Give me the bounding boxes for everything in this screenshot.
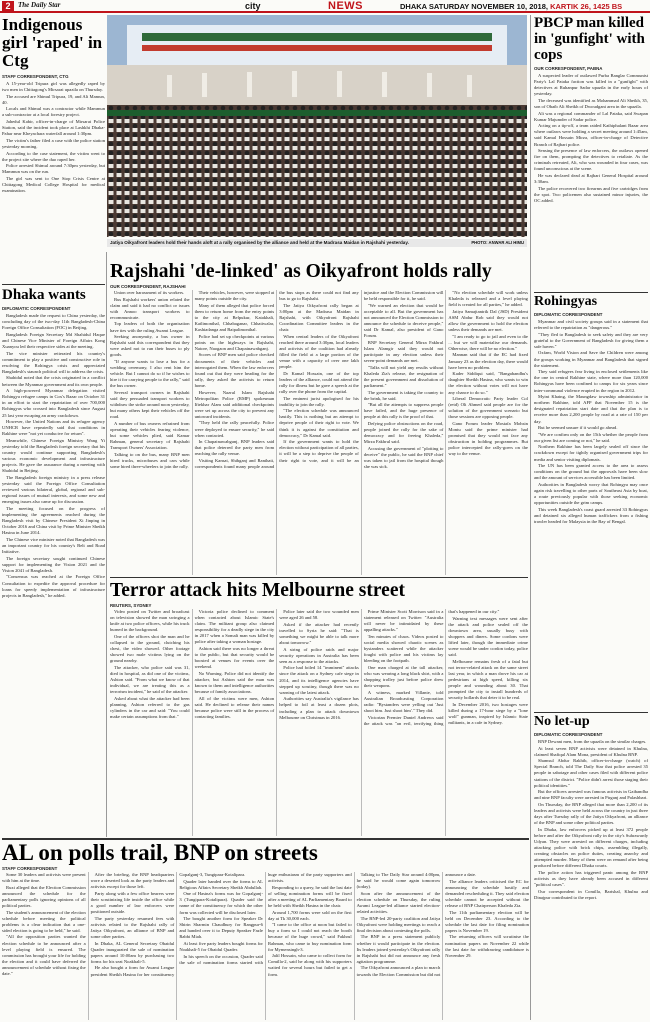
paragraph: The victim's father filed a case with the police station yesterday morning. xyxy=(2,137,105,149)
paragraph: Jalil Hossain, who came to collect form for Comilla-2, said he along with his supporters waited for several hours but failed to get a form. xyxy=(267,953,352,977)
paragraph: Locals and Shimul was a contractor while Mammun a sub-contractor at a local forestry project. xyxy=(2,106,105,118)
paragraph: "But all the attempts to suppress people have failed, and the huge presence of people at this rally is the proof of that. xyxy=(363,402,444,420)
dateline xyxy=(400,2,622,11)
paragraph: The police recovered two firearms and five cartridges from the spot. Two policemen also sustained minor injuries, the OC added. xyxy=(534,185,648,203)
paragraph: "If anyone wants to lose a bus for a wedding ceremony, I also rent him the vehicle. But I cannot do so if he wishes to hire it for carrying people to the rally," said the bus owner. xyxy=(110,359,190,389)
paragraph: The police action has triggered panic among the BNP activists as they have already been accused in different "political cases". xyxy=(534,869,648,888)
article-body xyxy=(534,739,648,1022)
paragraph: Bus Rajshahi workers' union related the claim and said it had no conflict or issues with Annoo transport workers to recommunicate. xyxy=(110,296,190,320)
byline-rajshahi: OUR CORRESPONDENT, RAJSHAHI xyxy=(110,284,186,289)
page-header-bar xyxy=(0,0,650,13)
paragraph: The eminent jurist apologised for his inability to join the rally. xyxy=(279,395,359,407)
paragraph: BNP Dewani men, from the upazila on the similar charges. xyxy=(538,739,647,744)
paragraph: A 15-year-old Tripura girl was allegedly raped by two men in Chittagong's Mirsarai upazila on Thursday. xyxy=(2,81,105,93)
paragraph: "All the opposition parties wanted the election schedule to be announced after a level playing field is ensured. The commission has brought your life for holding the election and it could have deferred the announcement of schedule without fixing the date." xyxy=(2,934,86,976)
paragraph: Victoria police declined to comment when contacted about Islamic State's claim. The militant group also claimed responsibility for a deadly siege in the city in 2017 when a Somali man was killed by police after taking a woman hostage. xyxy=(194,609,275,645)
paragraph: After the briefing, the BNP headquarters wore a deserted look as the party leaders and activists except for those left. xyxy=(90,872,175,890)
paragraph: Around 1,700 forms were sold on the first day at Tk 30,000 each. xyxy=(267,909,352,921)
paragraph: Ali was a regional commander of Lal Pataka, said Swapan Kumar Majumder of Sadar police. xyxy=(534,110,648,122)
paragraph: Myint Khaing, the Maungdaw township administrator in northern Rakhine, told AFP that November 15 is the designated repatriation start date and that the plan is to receive more than 2,200 people by road at a rate of 150 per day. xyxy=(534,394,648,424)
paragraph: When central leaders of the Oikyafront reached there around 3:30pm, local leaders and activists of the coalition had already filled the field at a large portion of the venue with a capacity of over one lakh people. xyxy=(279,333,359,370)
paragraph: If the government wants to hold the election without participation of all parties, it will be a step to deprive the people of their right to vote, and it will be an injustice and the Election Commission will be held responsible for it, he said. xyxy=(279,290,444,463)
paragraph: Talking to on the bus, many BNP men hired trucks, microbuses and cars while some hired three-wheelers to join the rally. xyxy=(110,451,190,470)
paragraph: Responding to a query, he said the last date of selling nomination forms will be fixed after a meeting of AL Parliamentary Board to be held with Sheikh Hasina in the chair. xyxy=(267,884,352,908)
paragraph: The Jatiya Oikyafront rally began at 3:00pm at the Madrasa Maidan in Rajshahi, with Oikyafront Rajshahi Coordination Committee leaders in the chair. xyxy=(279,302,359,333)
article-body xyxy=(534,319,648,711)
paragraph: Talking to The Daily Star around 4:00pm, he said he would come again tomorrow (today). xyxy=(356,872,441,890)
headline-polls: AL on polls trail, BNP on streets xyxy=(2,840,318,865)
paragraph: Visiting Kansat, Shibganj and Ranihati, correspondents found many people around the bus stops as there could not find any bus to go to Rajshahi. xyxy=(194,290,359,470)
article-body-rajshahi xyxy=(110,290,528,575)
page-number: 2 xyxy=(2,1,14,12)
paragraph: Party along with a few office bearers were their scrutinizing life inside the office while a good number of law enforcers were positioned outside. xyxy=(90,890,175,915)
paragraph: At least five party leaders bought forms for Noakhali-5 for Obaidul Quader. xyxy=(179,941,263,953)
paragraph: Bangladesh made the request to China yesterday, the concluding day of the two-day 11th Bangladesh-China Foreign Office Consultation (FOC) in Beijing. xyxy=(2,313,105,331)
paragraph: Bangladesh Foreign Secretary Md Shahidul Haque and Chinese Vice Minister of Foreign Affairs Kong Xuanyou led their respective sides at the meeting. xyxy=(2,331,105,349)
paragraph: Acting on a tip-off, a team raided Kathiphalant Bazar area where outlaws were holding a secret meeting around 1:45am, said Kamal Hossain Mirza, officer-in-charge of Detective Branch of Rajbari police. xyxy=(534,123,648,147)
paragraph: Their vehicles, however, were stopped at many points outside the city. xyxy=(194,290,275,302)
paragraph: A high-powered Myanmar delegation visited Rohingya refugee camps in Cox's Bazar on October 31 in an effort to start the repatriation of over 700,000 Rohingyas who crossed into Bangladesh since August 25 last year escaping an army crackdown. xyxy=(2,388,105,418)
photo-credit: PHOTO: ANWAR ALI HIMU xyxy=(471,240,524,245)
paragraph: Our correspondent in Comilla, Barishal, Khulna and Dinajpur contributed to the report. xyxy=(534,888,648,900)
byline: DIPLOMATIC CORRESPONDENT xyxy=(2,306,71,311)
article-no-let-up xyxy=(534,714,648,1022)
paragraph: Police had set up checkpoints at various points on the highways in Rajshahi, Natore, Naogaon and Chapainawabganj. xyxy=(194,333,275,351)
paragraph: Myanmar and civil society groups said in a statement that referred to the repatriation as "dangerous." xyxy=(534,319,648,331)
paragraph: The vice minister reiterated his country's commitment to play a positive and constructive role in resolving the Rohingya crisis and appreciated Bangladesh's staunch political will to address the crisis. xyxy=(2,350,105,374)
paragraph: "They fled to Bangladesh to seek safety and they are very grateful to the Government of Bangladesh for giving them a safe haven." xyxy=(534,331,648,349)
article-rohingyas xyxy=(534,294,648,711)
paragraph: Police had foiled 14 "imminent" attacks since the attack on a Sydney cafe siege in 2014, and its intelligence agencies have stepped up scrutiny, though there was no warning of the latest attack. xyxy=(279,665,359,695)
paragraph: The Chinese vice minister noted that Bangladesh was an important country for his country's Belt and Road Initiative. xyxy=(2,536,105,555)
paragraph: Kader Siddiqui said, "Bangabandhu's daughter Sheikh Hasina, who wants to win the election without votes will not have any chance to do so." xyxy=(448,371,528,395)
paragraph: The alliance leaders criticised the EC for announcing the schedule hastily and demanded rescheduling it. They said election schedule cannot be accepted without the release of BNP Chairperson Khaleda Zia. xyxy=(445,878,529,908)
paragraph: Some 30 leaders and activists were present with him at the time. xyxy=(2,872,86,884)
paragraph: But the officers arrested was famous activists in Gaibandha and nine BNP faculty were arrested in Pirganj and Palashbari. xyxy=(534,789,648,801)
paragraph: The student's announcement of the election schedule before meeting the political problems is a clear indication that a one-sided election is going to be held," he said. xyxy=(2,909,86,933)
paragraph: Scores of BNP men said police checked documents of their vehicles and interrogated them. When the law enforcers found out that they were heading for the rally, they asked the activists to return home. xyxy=(194,352,275,388)
paragraph: "Talks will not yield any results without Khaleda Zia's release, the resignation of the present government and dissolution of parliament." xyxy=(363,364,444,388)
paragraph: Gano Forum leader Mostafa Mohsin Montu said the prime minister had promised that they would not face any obstruction in holding programmes. But police intercepted the rally-goers on the way to the venue. xyxy=(448,420,528,457)
paragraph: "I am ready to go to jail and even to die ... but we will materialise our demands. Otherwise, there will be no election." xyxy=(448,333,528,351)
paragraph: Prime Minister Scott Morrison said in a statement released on Twitter: "Australia will never be intimidated by these appalling attacks." xyxy=(363,609,444,633)
paragraph: Shahidul noted that the crisis originated in a conflict between the Myanmar government and its own people. xyxy=(2,375,105,387)
byline: DIPLOMATIC CORRESPONDENT xyxy=(534,312,603,317)
article-body-polls xyxy=(2,872,529,1020)
paragraph: The Oikyafront announced a plan to march towards the Election Commission but did not announce a date. xyxy=(356,872,477,977)
headline: Rohingyas xyxy=(534,294,598,309)
paragraph: The 11th parliamentary election will be held on December 23. According to the schedule the last date for filing nomination papers is November 19. xyxy=(445,909,529,933)
section-news-label: NEWS xyxy=(328,0,363,12)
paragraph: Victorian Premier Daniel Andrews said the attack was "an evil, terrifying thing that's happened in our city." xyxy=(363,609,500,726)
headline: No let-up xyxy=(534,714,590,729)
paragraph: The deceased was identified as Mohammad Ali Sheikh, 35, son of Obaib Ali Sheikh of Dwoudgani area in the upazila. xyxy=(534,97,648,109)
divider xyxy=(534,292,648,293)
paragraph: Authorities in Bangladesh worry that Rohingya may once again risk travelling to other parts of Southeast Asia by boat, a route previously popular with those seeking economic opportunities outside the grim camps. xyxy=(534,481,648,506)
rally-photo xyxy=(107,15,527,237)
paragraph: Northern Rakhine has been largely sealed off since the crackdown except for tightly organised government trips for media and senior visiting diplomats. xyxy=(534,444,648,462)
paragraph: The returning officers will scrutinise the nomination papers on November 22 while the last date for withdrawing candidature is November 29. xyxy=(445,934,529,958)
paragraph: The UN has been granted access to the area to assess conditions on the ground but the approvals have been slow and the amount of services accessible has been limited. xyxy=(534,463,648,481)
paragraph: Quader later handed over the forms to AL Religious Affairs Secretary Sheikh Abdullah. xyxy=(179,878,263,890)
headline-rajshahi: Rajshahi 'de-linked' as Oikyafront holds rally xyxy=(110,261,492,282)
paragraph: However, the United Nations and its refugee agency UNHCR have repeatedly said that conditions in Rakhine were "not yet conducive for return". xyxy=(2,419,105,437)
paragraph: Liberal Democratic Party leader Col (retd) Oli Ahmed said people are for the solution of the government scenario but those sessions are opposing people. xyxy=(448,396,528,420)
paragraph: A number of bus owners refrained from operating their vehicles fearing violence, but some vehicles plied, said Kamar Rahman, general secretary of Rajshahi Transport Owners' Association. xyxy=(110,420,190,451)
paragraph: In December 2016, two hostages were killed during a 17-hour siege by a "lone wolf" gunman, inspired by Islamic State militants, in a cafe in Sydney. xyxy=(448,701,528,726)
paragraph: However, Nazrul Islam Rajshahi Metropolitan Police (RMP) spokesman Iftekhar Alam said additional checkpoints were set up across the city to prevent any untoward incidents. xyxy=(194,389,275,419)
paragraph: The BNP in a press statement publicly whether it would participate in the election. Its leaders joined yesterday's Oikyafront rally in Rajshahi but did not announce any fresh agitation programme. xyxy=(356,934,441,964)
byline: STAFF CORRESPONDENT, CTG xyxy=(2,74,69,79)
paragraph: Many of them alleged that police forced them to return home from the entry points to the city at Belpukur, Katakhali, Katlimonthal, Chhabaganar, Chhatiwalar, Kashiadanga and Baipalimonthal. xyxy=(194,302,275,333)
paragraph: On Thursday, the BNP alleged that more than 2,200 of its leaders and activists were held across the country in just three days after Tuesday rally of the Jatiya Oikyafront, an alliance of the BNP and some other political parties. xyxy=(534,801,648,826)
paragraph: The Bangladesh foreign ministry in a press release yesterday said the Foreign Office Consultation reviewed various bilateral, global, regional and sub-regional issues of mutual interests, and some new and emerging issues also came up for discussion. xyxy=(2,474,105,505)
paragraph: According to the case statement, the victim went to the project site where the duo raped her. xyxy=(2,150,105,162)
paragraph: He was declared dead at Rajbari General Hospital around 3:30am. xyxy=(534,173,648,185)
paragraph: The party yesterday resumed fees with activists related to the Rajshahi rally of Jatiya Oikyafront, an alliance of BNP and some other parties. xyxy=(90,915,175,939)
paragraph: The foreign secretary sought continued Chinese support for implementing the Vision 2021 and the Vision 2041 of Bangladesh. xyxy=(2,555,105,573)
paragraph: But he seemed unsure if it would go ahead. xyxy=(538,425,618,431)
paragraph: Authorities say Australia's vigilance has helped to foil at least a dozen plots, including a plan to attack downtown Melbourne on Christmas in 2016. xyxy=(279,696,359,720)
paragraph: Ten minutes of chaos. Videos posted to social media showed chaotic scenes as bystanders scattered while the attacker fought with police and his victims lay bleeding on the footpath. xyxy=(363,633,444,664)
column-rule xyxy=(530,15,531,1020)
caption-text: Jatiya Oikyafront leaders hold their hands aloft at a rally organised by the alliance and held at the Madrasa Maidan in Rajshahi yesterday. xyxy=(110,240,409,245)
paragraph: Sensing the presence of law enforcers, the outlaws opened fire on them, prompting the detectives to retaliate. As the criminals retreated, Ali, who was wounded in four cases, was found unconscious at the scene. xyxy=(534,148,648,172)
date-bangla: KARTIK 26, 1425 BS xyxy=(550,2,623,11)
paragraph: Oxfam, World Vision and Save the Children were among the groups working in Myanmar and Bangladesh that signed the statement. xyxy=(534,350,648,368)
paragraph: The government is taking the country to the brink, he said. xyxy=(363,389,444,401)
headline-terror: Terror attack hits Melbourne street xyxy=(110,580,405,601)
paragraph: The BNP-led 20-party coalition and Jatiya Oikyafront were holding meetings to reach a final decision about contesting the polls. xyxy=(356,915,441,933)
divider xyxy=(110,577,528,578)
paragraph: Ashton said there was no longer a threat to the public, but that security would be boosted at venues for events over the weekend. xyxy=(194,646,275,670)
headline: Dhaka wants xyxy=(2,287,86,303)
paragraph: "They held the rally peacefully. Police were deployed to ensure security," he said when contacted. xyxy=(194,420,275,438)
paragraph: Mannan said that if the EC had fixed January 23 as the election day, there would have been no problem. xyxy=(448,352,528,370)
column-rule xyxy=(106,252,107,837)
paragraph: A witness, marked Villante, told Australian Broadcasting Corporation radio: "Bystanders were yelling out 'Just shoot him. Just shoot him'." They did. xyxy=(363,689,444,713)
paragraph: Top leaders of both the organisation have ties with the ruling Awami League. xyxy=(110,321,190,333)
article-ctg xyxy=(2,16,105,259)
paragraph: Police arrested Shimul around 7:30pm yesterday, but Mammun was on the run. xyxy=(2,163,105,175)
rally-photo-illustration xyxy=(107,15,527,237)
paragraph: The meeting focused on the progress of implementing the agreements reached during the Bangladesh visit by Chinese President Xi Jinping in October 2016 and China visit by Prime Minister Sheikh Hasina in June 2014. xyxy=(2,505,105,536)
paragraph: In his speech on the occasion, Quader said the sale of nomination forms started with huge enthusiasm of the party supporters and activists. xyxy=(179,872,352,965)
paragraph: "I came to the office at noon but failed to buy a form so I could not reach the booth because of the huge crowd," said Fakhrul Rahman, who came to buy nomination form for Mymensingh-3. xyxy=(267,922,352,952)
article-body-terror xyxy=(110,609,528,836)
article-pbcp xyxy=(534,15,648,295)
paragraph: Dr Kamal Hossain, one of the top leaders of the alliance, could not attend the rally for illness but he gave a speech at the rally over the phone from the capital. xyxy=(279,370,359,394)
paragraph: "We warned an election that would be acceptable to all. But the government has not announced the Election Commission to announce the schedule to deceive people," said Dr Kamal, also president of Gano Forum. xyxy=(363,302,444,339)
paragraph: They said refugees fear living in enclosed settlements like the one in central Rakhine state, where more than 120,000 Rohingyas have been confined to camps for six years since inter-communal violence erupted in the region in 2012. xyxy=(534,369,648,393)
paragraph: Ruxi alleged that the Election Commission announced the schedule for the parliamentary polls ignoring opinions of all political parties. xyxy=(2,884,86,908)
paragraph: Soon after the announcement of the election schedule on Thursday, the ruling Awami League-led alliance started election-related activities. xyxy=(356,890,441,915)
paragraph: The attacker, who police said was 31, died in hospital, as did one of the victims, Ashton said. "From what we know of that individual, we are treating this as a terrorism incident," he said of the attacker. xyxy=(110,664,190,695)
article-body xyxy=(2,81,105,259)
paragraph: "The election schedule was announced hastily. This is nothing but an attempt to deprive people of their right to vote. We think it is against the constitution and democracy," Dr Kamal said. xyxy=(279,408,359,438)
article-body xyxy=(534,73,648,295)
paragraph: In Chapainawabganj, BNP leaders said that police deterred the party men from reaching the rally venue. xyxy=(194,439,275,457)
paragraph: A string of police raids and major security operations in Australia has been seen as a response to the attacks. xyxy=(279,646,359,664)
paragraph: Shamsul Abdur Rakhib, officer-in-charge (watch) of Special Branch, told The Daily Star that police arrested 35 people in sabotage and other cases filed with different police stations of the district. "Police didn't arrest those staging their political identities." xyxy=(534,758,648,788)
paragraph: All of the victims were men, Ashton said. He declined to release their names because police were still in the process of contacting families. xyxy=(194,695,275,720)
paragraph: A suspected leader of outlawed Purba Banglar Communist Party's Lal Pataka faction was killed in a "gunfight" with detectives at Ruhanpur Sadar upazila in the early hours of yesterday. xyxy=(534,73,648,97)
headline: PBCP man killed in 'gunfight' with cops xyxy=(534,15,645,63)
byline: DIPLOMATIC CORRESPONDENT xyxy=(534,732,603,737)
paragraph: In Dhaka, law enforcers picked up at least 372 people before and after the Oikyafront rally in the city's Suhrawardy Udyan. They were arrested on different charges, including attacking police with brick chips, assembling illegally, creating obstacles on police duties, creating anarchy and attempted murder. Many of them were on remand after being produced before different Dhaka courts. xyxy=(534,826,648,869)
article-dhaka-wants xyxy=(2,287,105,859)
paragraph: The accused are Shimul Tripura, 19, and Ali Mamun, 40. xyxy=(2,93,105,105)
paragraph: Defying police obstructions on the road, people joined the rally for the sake of democracy and for freeing Khaleda," Mirza Fakhrul said. xyxy=(363,420,444,445)
paragraph: Warning text messages were sent after the attack and police sealed off the downtown area, usually busy with shoppers and diners. Some cordons were lifted later, though the immediate crime scene would be under cordon today, police said. xyxy=(448,615,528,658)
paragraph: At least seven BNP activists were detained in Khulna, claimed Shafiqul Alam Mona, president of Khulna BNP. xyxy=(534,745,648,757)
paragraph: Police later said the two wounded men were aged 26 and 58. xyxy=(279,609,359,621)
paragraph: Union over harassment of its workers. xyxy=(114,290,185,295)
paragraph: Jahedul Kabir, officer-in-charge of Mirsarai Police Station, said the incident took place at Lashkhi Dhaka-Pahar near Kheyachara waterfall around 1:30pm. xyxy=(2,119,105,137)
photo-caption xyxy=(107,239,527,247)
paragraph: One of Hasina's forms was for Gopalganj-3 (Tungipara-Kotalipara). Quader said the name of the constituency for which the other form was collected will be disclosed later. xyxy=(179,891,263,915)
paragraph: The bought another form for Speaker Dr Shirin Sharmin Chaudhury for Rangpur-6 and handed over it to Deputy Speaker Fazle Rabbi Miah. xyxy=(179,916,263,940)
divider xyxy=(534,712,648,713)
paragraph: Accusing the government of "plotting to deceive" the public, he said the BNP chief was taken to jail from the hospital though she was sick. xyxy=(363,445,444,470)
section-label: city xyxy=(245,1,261,11)
paragraph: The girl was sent to One Stop Crisis Centre at Chittagong Medical College Hospital for medical examination. xyxy=(2,175,105,194)
paragraph: He also bought a form for Awami League president Sheikh Hasina for her constituency Gopalganj-3, Tungipara-Kotalipara. xyxy=(90,872,246,977)
paragraph: In Dhaka, AL General Secretary Obaidul Quader inaugurated the sale of nomination papers around 10:00am by purchasing two forms for his seat Noakhali-5. xyxy=(90,940,175,964)
masthead-logo: The Daily Star xyxy=(18,1,61,9)
paragraph: Video posted on Twitter and broadcast on television showed the man swinging a knife at two police officers, while his truck burned in the background. xyxy=(110,609,190,633)
paragraph: Asked about what the attacker had been planning, Ashton referred to the gas cylinders in the car and said: "You could make certain assumptions from that." xyxy=(110,695,190,720)
paragraph: BNP Secretary General Mirza Fakhrul Islam Alamgir said they would not participate in any election unless their seven-point demands are met. xyxy=(363,339,444,364)
divider xyxy=(2,284,105,285)
paragraph: One man charged at the tall attacker, who was wearing a long black shirt, with a shopping trolley just before police drew their weapons. xyxy=(363,664,444,689)
paragraph: "Consensus was reached at the Foreign Office Consultation to expedite the approval procedure for loans for speedy implementation of infrastructure projects in Bangladesh," he added. xyxy=(2,574,105,598)
headline: Indigenous girl 'raped' in Ctg xyxy=(2,15,103,70)
date-english: DHAKA SATURDAY NOVEMBER 10, 2018, xyxy=(400,2,548,11)
paragraph: Several transport owners in Rajshahi said they persuaded transport workers to withdraw the strike around noon yesterday, but many others kept their vehicles off the road. xyxy=(110,390,190,420)
paragraph: Meanwhile, Chinese Foreign Ministry Wang Yi yesterday told the Bangladesh foreign secretary that his country would continue supporting Bangladesh's various economic development and infrastructure projects. He gave the assurance during a meeting with Shahidul in Beijing. xyxy=(2,437,105,474)
byline: OUR CORRESPONDENT, PABNA xyxy=(534,66,603,71)
paragraph: No Warning. Police did not identify the attacker, but Ashton said the man was known to them and intelligence authorities because of family associations. xyxy=(194,670,275,695)
paragraph: Asked if the attacker had recently travelled to Syria he said: "That is something we might be able to talk more about tomorrow." xyxy=(279,621,359,645)
byline-terror: REUTERS, SYDNEY xyxy=(110,603,152,608)
paragraph: One of the officers shot the man and he collapsed to the ground, clutching his chest, the video showed. Other footage showed two male victims lying on the ground nearby. xyxy=(110,633,190,664)
paragraph: "No election schedule will work unless Khaleda is released and a level playing field is created for all parties," he added. xyxy=(448,290,528,308)
paragraph: This week Bangladesh's coast guard arrested 33 Rohingyas and detained six alleged human traffickers from a fishing trawler headed for Malaysia in the Bay of Bengal. xyxy=(534,506,648,524)
paragraph: Seeking anonymity, a bus owner in Rajshahi said this correspondent that they were asked not to run their buses to ply goods. xyxy=(110,334,190,358)
paragraph: "We are confirm only on the 15th whether the people from our given list are coming or not," he said. xyxy=(534,431,648,443)
paragraph: Jatiya Samajtantrik Dal (JSD) President ASM Abdur Rob said they would not allow the government to hold the election unless their demands are met. xyxy=(448,308,528,333)
paragraph: Melbourne remains fresh of a fatal but not terror-related attack on the same street last year, in which a man drove his car at pedestrians at high speed, killing six people and wounding about 30. That prompted the city to install hundreds of security bollards that deter it to be real. xyxy=(448,658,528,701)
byline-polls: STAFF CORRESPONDENT xyxy=(2,866,58,871)
article-body xyxy=(2,313,105,859)
